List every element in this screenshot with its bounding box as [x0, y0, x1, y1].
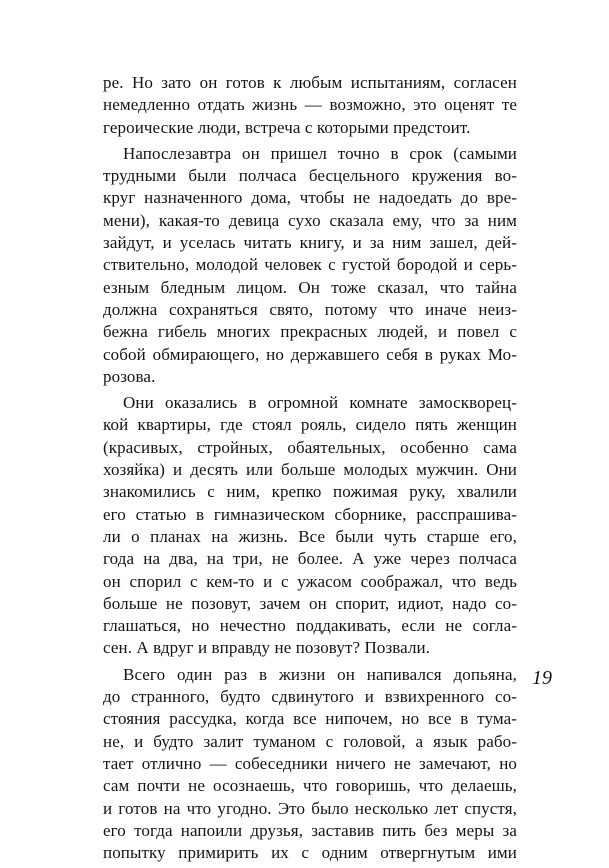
text-line: (красивых, стройных, обаятельных, особенно сама: [103, 437, 517, 457]
text-line: он спорил с кем-то и с ужасом соображал, что ведь: [103, 571, 517, 591]
paragraph: [103, 143, 517, 388]
text-line: трудными были полчаса бесцельного кружения во-: [103, 166, 517, 186]
text-line: розова.: [103, 366, 156, 386]
text-line: сам почти не осознаешь, что говоришь, что делаешь,: [103, 776, 517, 796]
text-line: мени), какая-то девица сухо сказала ему, что за ним: [103, 210, 517, 230]
text-line: не, и будто залит туманом с головой, а язык рабо-: [103, 731, 517, 751]
text-line: ствительно, молодой человек с густой бородой и серь-: [103, 255, 517, 275]
text-line: до странного, будто сдвинутого и взвихренного со-: [103, 687, 517, 707]
text-line: его статью в гимназическом сборнике, расспрашива-: [103, 504, 517, 524]
text-line: стояния рассудка, когда все нипочем, но все в тума-: [103, 709, 517, 729]
text-line: Напослезавтра он пришел точно в срок (самыми: [123, 143, 517, 163]
text-line: ли о планах на жизнь. Все были чуть старше его,: [103, 526, 517, 546]
text-line: кой квартиры, где стоял рояль, сидело пять женщин: [103, 415, 517, 435]
text-line: Всего один раз в жизни он напивался допьяна,: [123, 664, 517, 684]
text-line: должна сохраняться свято, потому что иначе неиз-: [103, 299, 517, 319]
text-line: героические люди, встреча с которыми предстоит.: [103, 117, 471, 137]
text-line: глашаться, но нечестно поддакивать, если не согла-: [103, 616, 517, 636]
body-text: [103, 72, 517, 868]
text-line: сен. А вдруг и вправду не позовут? Позвали.: [103, 638, 431, 658]
text-line: зайдут, и уселась читать книгу, и за ним зашел, дей-: [103, 233, 517, 253]
paragraph: [103, 392, 517, 660]
text-line: больше не позовут, зачем он спорит, идиот, надо со-: [103, 593, 517, 613]
text-line: ре. Но зато он готов к любым испытаниям, согласен: [103, 73, 517, 92]
text-line: знакомились с ним, крепко пожимая руку, хвалили: [103, 482, 517, 502]
text-line: собой обмирающего, но державшего себя в руках Мо-: [103, 344, 517, 364]
page-number: 19: [532, 667, 552, 689]
paragraph: [103, 72, 517, 139]
text-line: тает отлично — собеседники ничего не замечают, но: [103, 753, 517, 773]
text-line: хозяйка) и десять или больше молодых мужчин. Они: [103, 460, 517, 480]
text-line: Они оказались в огромной комнате замоскворец-: [123, 393, 517, 413]
text-line: попытку примирить их с одним отвергнутым ими: [103, 843, 517, 863]
text-line: немедленно отдать жизнь — возможно, это оценят те: [103, 95, 517, 115]
text-line: езным бледным лицом. Он тоже сказал, что тайна: [103, 277, 517, 297]
text-line: бежна гибель многих прекрасных людей, и повел с: [103, 322, 517, 342]
text-line: и готов на что угодно. Это было несколько лет спустя,: [103, 798, 517, 818]
text-line: его тогда напоили друзья, заставив пить без меры за: [103, 820, 517, 840]
text-line: круг назначенного дома, чтобы не надоедать до вре-: [103, 188, 517, 208]
text-line: года на два, на три, не более. А уже через полчаса: [103, 549, 517, 569]
paragraph: [103, 664, 517, 865]
